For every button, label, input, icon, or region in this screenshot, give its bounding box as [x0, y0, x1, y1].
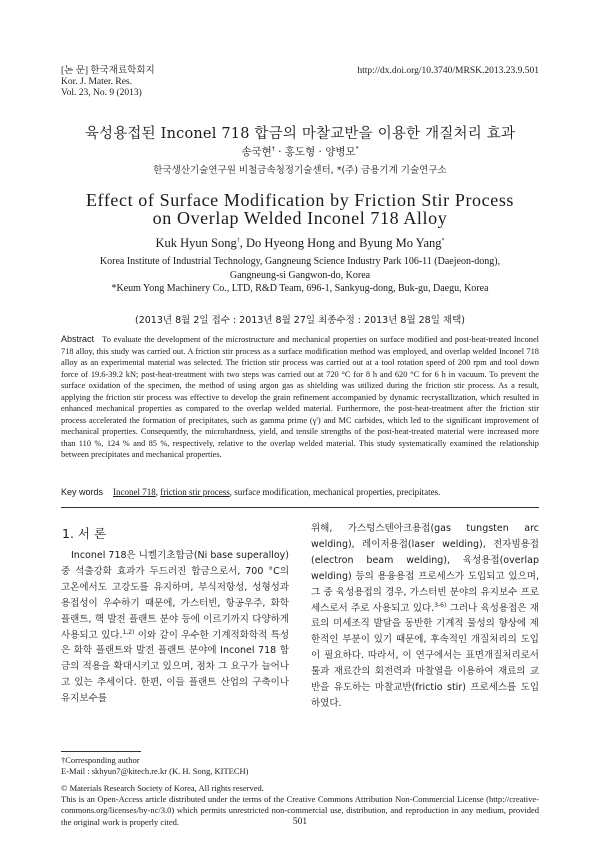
title-en-line2: on Overlap Welded Inconel 718 Alloy — [152, 208, 448, 228]
page-number: 501 — [292, 817, 308, 827]
authors-en — [0, 236, 600, 251]
paragraph — [61, 548, 289, 707]
corresponding-mark: † — [236, 237, 240, 244]
author-names: , Do Hyeong Hong and Byung Mo Yang — [239, 236, 442, 250]
paragraph-text: 그러나 육성용접은 재료의 미세조직 발달을 동반한 기계적 물성의 향상에 제한적인 부분이 있기 때문에, 후속적인 개질처리의 도입이 필요하다. 따라서, 이 연구에서는 표면개질처리로서 툴과 재료간의 회전력과 마찰열을 이용하여 재료의 교반을 유도하는 마찰교반(frictio stir) 프로세스를 도입하였다. — [311, 602, 539, 709]
citation: 3-6) — [434, 601, 447, 609]
footnote-line: E-Mail : skhyun7@kitech.re.kr (K. H. Song, KITECH) — [61, 766, 249, 776]
affiliation-line: Gangneung-si Gangwon-do, Korea — [229, 269, 371, 281]
journal-volume: Vol. 23, No. 9 (2013) — [61, 88, 142, 98]
abstract-label: Abstract — [61, 334, 95, 344]
affiliation-line: *Keum Yong Machinery Co., LTD, R&D Team, 696-1, Sankyug-dong, Buk-gu, Daegu, Korea — [111, 283, 489, 294]
doi-link[interactable]: http://dx.doi.org/10.3740/MRSK.2013.23.9.501 — [357, 66, 539, 76]
submission-dates: (2013년 8월 2일 접수 : 2013년 8월 27일 최종수정 : 2013년 8월 28일 채택) — [135, 315, 465, 326]
citation: 1,2) — [122, 628, 135, 636]
footnote — [61, 755, 248, 777]
section-heading: 1. 서 론 — [62, 526, 107, 541]
author-name: 송국현 — [241, 146, 272, 158]
journal-name-ko: [논 문] 한국재료학회지 — [61, 66, 155, 76]
affiliation-mark: * — [441, 237, 445, 244]
title-ko: 육성용접된 Inconel 718 합금의 마찰교반을 이용한 개질처리 효과 — [84, 126, 516, 142]
keywords-label: Key words — [61, 487, 104, 497]
author-name: Kuk Hyun Song — [155, 236, 237, 250]
footnote-line: †Corresponding author — [61, 755, 140, 765]
paragraph-text: 이와 같이 우수한 기계적화학적 특성은 화학 플랜트와 발전 플랜트 분야에 Inconel 718 합금의 적용을 확대시키고 있으며, 점차 그 요구가 늘어나고 있는 추세이다. 한편, 이들 플랜트 산업의 구축이나 유지보수를 — [61, 629, 289, 705]
paragraph — [311, 521, 539, 712]
body-left-column — [61, 548, 289, 707]
copyright-line: © Materials Research Society of Korea, All rights reserved. — [61, 783, 264, 793]
license-text: This is an Open-Access article distributed under the terms of the Creative Commons Attribution Non-Commercial License (http://creative-commons.org/licenses/by-nc/3.0) which permits unrestricted non-commercial use, distribution, and reproduction in any medium, provided the original work is properly cited. — [61, 794, 539, 827]
journal-name-en: Kor. J. Mater. Res. — [61, 77, 132, 87]
abstract — [61, 334, 539, 461]
keywords: Key words Inconel 718, friction stir process, surface modification, mechanical properties, precipitates. — [61, 487, 441, 497]
paragraph-text: Inconel 718은 니켈기초합금(Ni base superalloy) 중 석출강화 효과가 두드러진 합금으로서, 700 °C의 고온에서도 고강도를 유지하며, 부식저항성, 성형성과 용접성이 우수하기 때문에, 가스터빈, 항공우주, 화학 플랜트, 핵 발전 플랜트 분야 등에 이르기까지 다양하게 사용되고 있다. — [61, 550, 289, 641]
journal-header — [61, 66, 155, 99]
keyword-link[interactable]: friction stir process — [160, 487, 230, 497]
affiliation-mark: * — [355, 145, 359, 153]
body-right-column — [311, 521, 539, 712]
affiliation-line: Korea Institute of Industrial Technology, Gangneung Science Industry Park 106-11 (Daejeon-dong), — [99, 256, 501, 267]
footnote-rule — [61, 751, 141, 752]
keywords-rest: , surface modification, mechanical properties, precipitates. — [229, 487, 441, 497]
affiliation-ko: 한국생산기술연구원 비철금속청정기술센터, *(주) 금용기계 기술연구소 — [153, 165, 447, 176]
keyword-link[interactable]: Inconel 718 — [113, 487, 156, 497]
paragraph-text: 위해, 가스텅스텐아크용접(gas tungsten arc welding), 레이저용접(laser welding), 전자빔용접(electron beam welding), 육성용접(overlap welding) 등의 용융용접 프로세스가 도입되고 있으며, 그 중 육성용접의 경우, 가스터빈 분야의 유지보수 프로세스로서 주로 사용되고 있다. — [311, 523, 539, 614]
title-en-line1: Effect of Surface Modification by Friction Stir Process — [85, 190, 515, 210]
abstract-text: To evaluate the development of the microstructure and mechanical properties on surface modified and post-heat-treated Inconel 718 alloy, this study was carried out. A friction stir process as a surface modification method was employed, and overlap welded Inconel 718 alloy as an experimental material was selected. The friction stir process was carried out at a tool rotation speed of 200 rpm and tool down force of 19.6-39.2 kN; post-heat-treatment with two steps was carried out at 720 °C for 8 h and 620 °C for 6 h in vacuum. To prevent the surface oxidation of the specimen, the method of using argon gas as shielding was utilized during the friction stir process. As a result, applying the friction stir process was effective to develop the grain refinement accompanied by dynamic recrystallization, which resulted in enhanced mechanical properties as compared to the overlap welded material. Furthermore, the post-heat-treatment after the friction stir process accelerated the formation of precipitates, such as gamma prime (γ') and MC carbides, which led to the significant improvement of mechanical properties. Consequently, the microhardness, yield, and tensile strengths of the post-heat-treated material were increased more than 110 %, 124 % and 85 %, respectively, relative to the overlap welded material. This study systematically examined the relationship between precipitates and mechanical properties. — [61, 335, 540, 460]
divider — [61, 507, 539, 508]
affiliation-en — [0, 255, 600, 296]
corresponding-mark: † — [271, 145, 275, 153]
authors-ko — [0, 144, 600, 159]
author-names: · 홍도형 · 양병모 — [274, 146, 356, 158]
